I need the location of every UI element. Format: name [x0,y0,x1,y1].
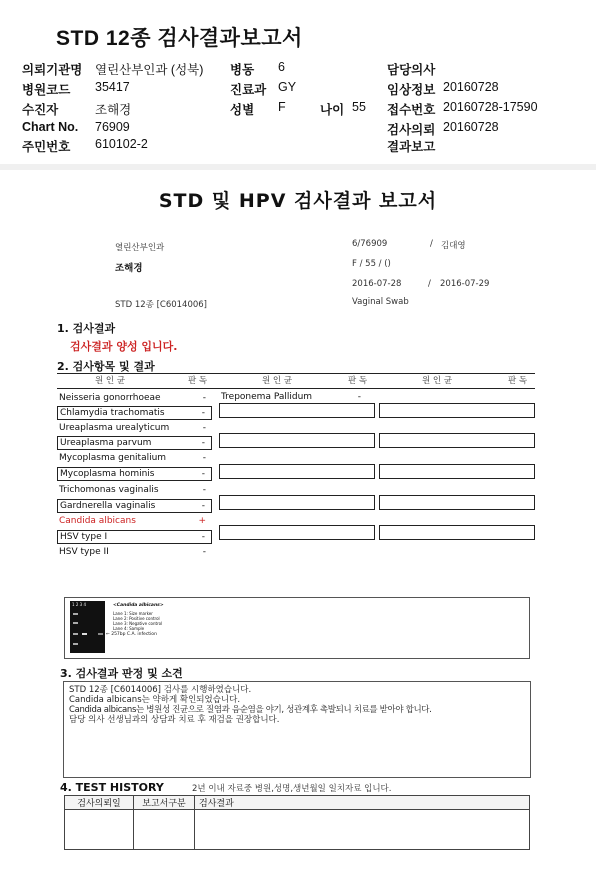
opinion-line: Candida albicans는 약하게 확인되었습니다. [69,695,241,705]
pathogen-result: - [201,532,205,542]
table-row [57,452,212,464]
gel-band [82,633,87,635]
col-result-1: 판 독 [188,376,208,386]
pathogen-name: Chlamydia trachomatis [60,408,165,418]
pathogen-result: - [202,547,206,557]
report-header-title: STD 12종 검사결과보고서 [56,27,303,50]
gel-lane-numbers: 1 2 3 4 [72,602,86,607]
gel-legend-item: Lane 1: Size marker [113,611,153,616]
section-3-title: 3. 검사결과 판정 및 소견 [60,667,183,680]
request-date-value: 20160728 [443,120,499,134]
pathogen-result: - [201,469,205,479]
col-result-3: 판 독 [508,376,528,386]
table-row [57,406,212,420]
gel-band [73,643,78,645]
pathogen-result: - [202,453,206,463]
table-row [57,392,212,404]
report-label: 결과보고 [387,140,436,154]
date-reported: 2016-07-29 [440,279,490,289]
chart-no-label: Chart No. [22,120,79,134]
opinion-line: Candida albicans는 병원성 진균으로 질염과 음순염을 야기, 성관계후 촉발되니 치료를 받아야 합니다. [69,705,432,715]
opinion-line: STD 12종 [C6014006] 검사를 시행하였습니다. [69,685,252,695]
hospital-code-value: 35417 [95,80,130,94]
institution-label: 의뢰기관명 [22,63,83,77]
history-table [64,795,530,850]
date-separator: / [428,279,431,289]
table-row [57,530,212,544]
empty-cell [219,403,375,418]
doctor-label: 담당의사 [387,63,436,77]
ward-label: 병동 [230,63,255,77]
history-cell [65,810,134,850]
empty-cell [219,464,375,479]
col-result-2: 판 독 [348,376,368,386]
gel-legend-item: Lane 4: Sample [113,626,145,631]
receipt-no-value: 20160728-17590 [443,100,538,114]
pathogen-result: - [201,438,205,448]
table-row [57,546,212,558]
table-row [57,422,212,434]
pathogen-name: Mycoplasma hominis [60,469,155,479]
clinic-name: 열린산부인과 [115,243,165,253]
gel-legend-item: Lane 3: Negative control [113,621,163,626]
pathogen-name: Gardnerella vaginalis [60,501,156,511]
col-pathogen-1: 원 인 균 [95,376,126,386]
pathogen-name: Neisseria gonorrhoeae [59,393,161,403]
report-patient: 조해경 [115,263,143,274]
empty-cell [379,495,535,510]
sex-age: F / 55 / () [352,259,391,269]
pathogen-result: + [198,516,206,526]
empty-cell [219,525,375,540]
department-label: 진료과 [230,83,267,97]
section-2-title: 2. 검사항목 및 결과 [57,360,155,373]
gel-band [98,633,103,635]
pathogen-name: Trichomonas vaginalis [59,485,159,495]
date-received: 2016-07-28 [352,279,402,289]
history-cell [134,810,195,850]
opinion-text [69,685,432,725]
table-row [57,484,212,496]
section-4-title: 4. TEST HISTORY [60,781,164,794]
pathogen-name: Candida albicans [59,516,136,526]
pathogen-name: Treponema Pallidum [221,392,313,402]
report-title: STD 및 HPV 검사결과 보고서 [158,190,438,212]
empty-cell [219,433,375,448]
ward-value: 6 [278,60,285,74]
sex-label: 성별 [230,103,255,117]
col-pathogen-2: 원 인 균 [262,376,293,386]
table-row [57,467,212,481]
hospital-code-label: 병원코드 [22,83,71,97]
section-1-title: 1. 검사결과 [57,322,116,335]
gel-legend-item: Lane 2: Positive control [113,616,160,621]
age-label: 나이 [320,103,345,117]
table-row-positive [57,515,212,527]
pathogen-name: Ureaplasma urealyticum [59,423,170,433]
opinion-line: 담당 의사 선생님과의 상담과 치료 후 재검을 권장합니다. [69,715,280,725]
empty-cell [379,433,535,448]
institution-value: 열린산부인과 (성북) [95,63,204,77]
empty-cell [219,495,375,510]
pathogen-name: HSV type II [59,547,109,557]
clinical-info-label: 임상정보 [387,83,436,97]
resident-no-label: 주민번호 [22,140,71,154]
receipt-no-label: 접수번호 [387,103,436,117]
history-cell [195,810,530,850]
pathogen-result: - [357,392,361,402]
empty-cell [379,403,535,418]
gel-band [73,633,78,635]
gel-legend [113,611,162,631]
empty-cell [379,464,535,479]
age-value: 55 [352,100,366,114]
table-row [57,499,212,513]
resident-no-value: 610102-2 [95,137,148,151]
pathogen-result: - [201,501,205,511]
table-row [219,391,371,403]
pathogen-result: - [202,485,206,495]
pathogen-result: - [201,408,205,418]
table-row [57,436,212,450]
request-date-label: 검사의뢰 [387,123,436,137]
history-col-request-date: 검사의뢰일 [65,796,134,810]
pathogen-name: Mycoplasma genitalium [59,453,167,463]
pathogen-name: HSV type I [60,532,108,542]
department-value: GY [278,80,297,94]
history-col-report-type: 보고서구분 [134,796,195,810]
pathogen-result: - [202,423,206,433]
ref-number: 6/76909 [352,239,388,249]
doctor-separator: / [430,239,433,249]
pathogen-name: Ureaplasma parvum [60,438,152,448]
gel-annotation: ← 257bp C.A. infection [106,632,157,637]
patient-label: 수진자 [22,103,59,117]
gel-band [73,622,78,624]
report-doctor: 김대영 [441,241,466,251]
chart-no-value: 76909 [95,120,130,134]
pathogen-result: - [202,393,206,403]
col-pathogen-3: 원 인 균 [422,376,453,386]
gel-band [73,613,78,615]
sex-value: F [278,100,286,114]
test-code: STD 12종 [C6014006] [115,300,207,310]
empty-cell [379,525,535,540]
result-statement: 검사결과 양성 입니다. [70,340,178,353]
clinical-info-value: 20160728 [443,80,499,94]
patient-value: 조해경 [95,103,132,117]
history-col-result: 검사결과 [195,796,530,810]
gel-title: <Candida albicans> [113,603,164,608]
table-header-row [57,373,535,389]
gel-image [70,601,105,653]
specimen: Vaginal Swab [352,297,409,307]
history-note: 2년 이내 자료중 병원,성명,생년월일 일치자료 입니다. [192,784,392,794]
